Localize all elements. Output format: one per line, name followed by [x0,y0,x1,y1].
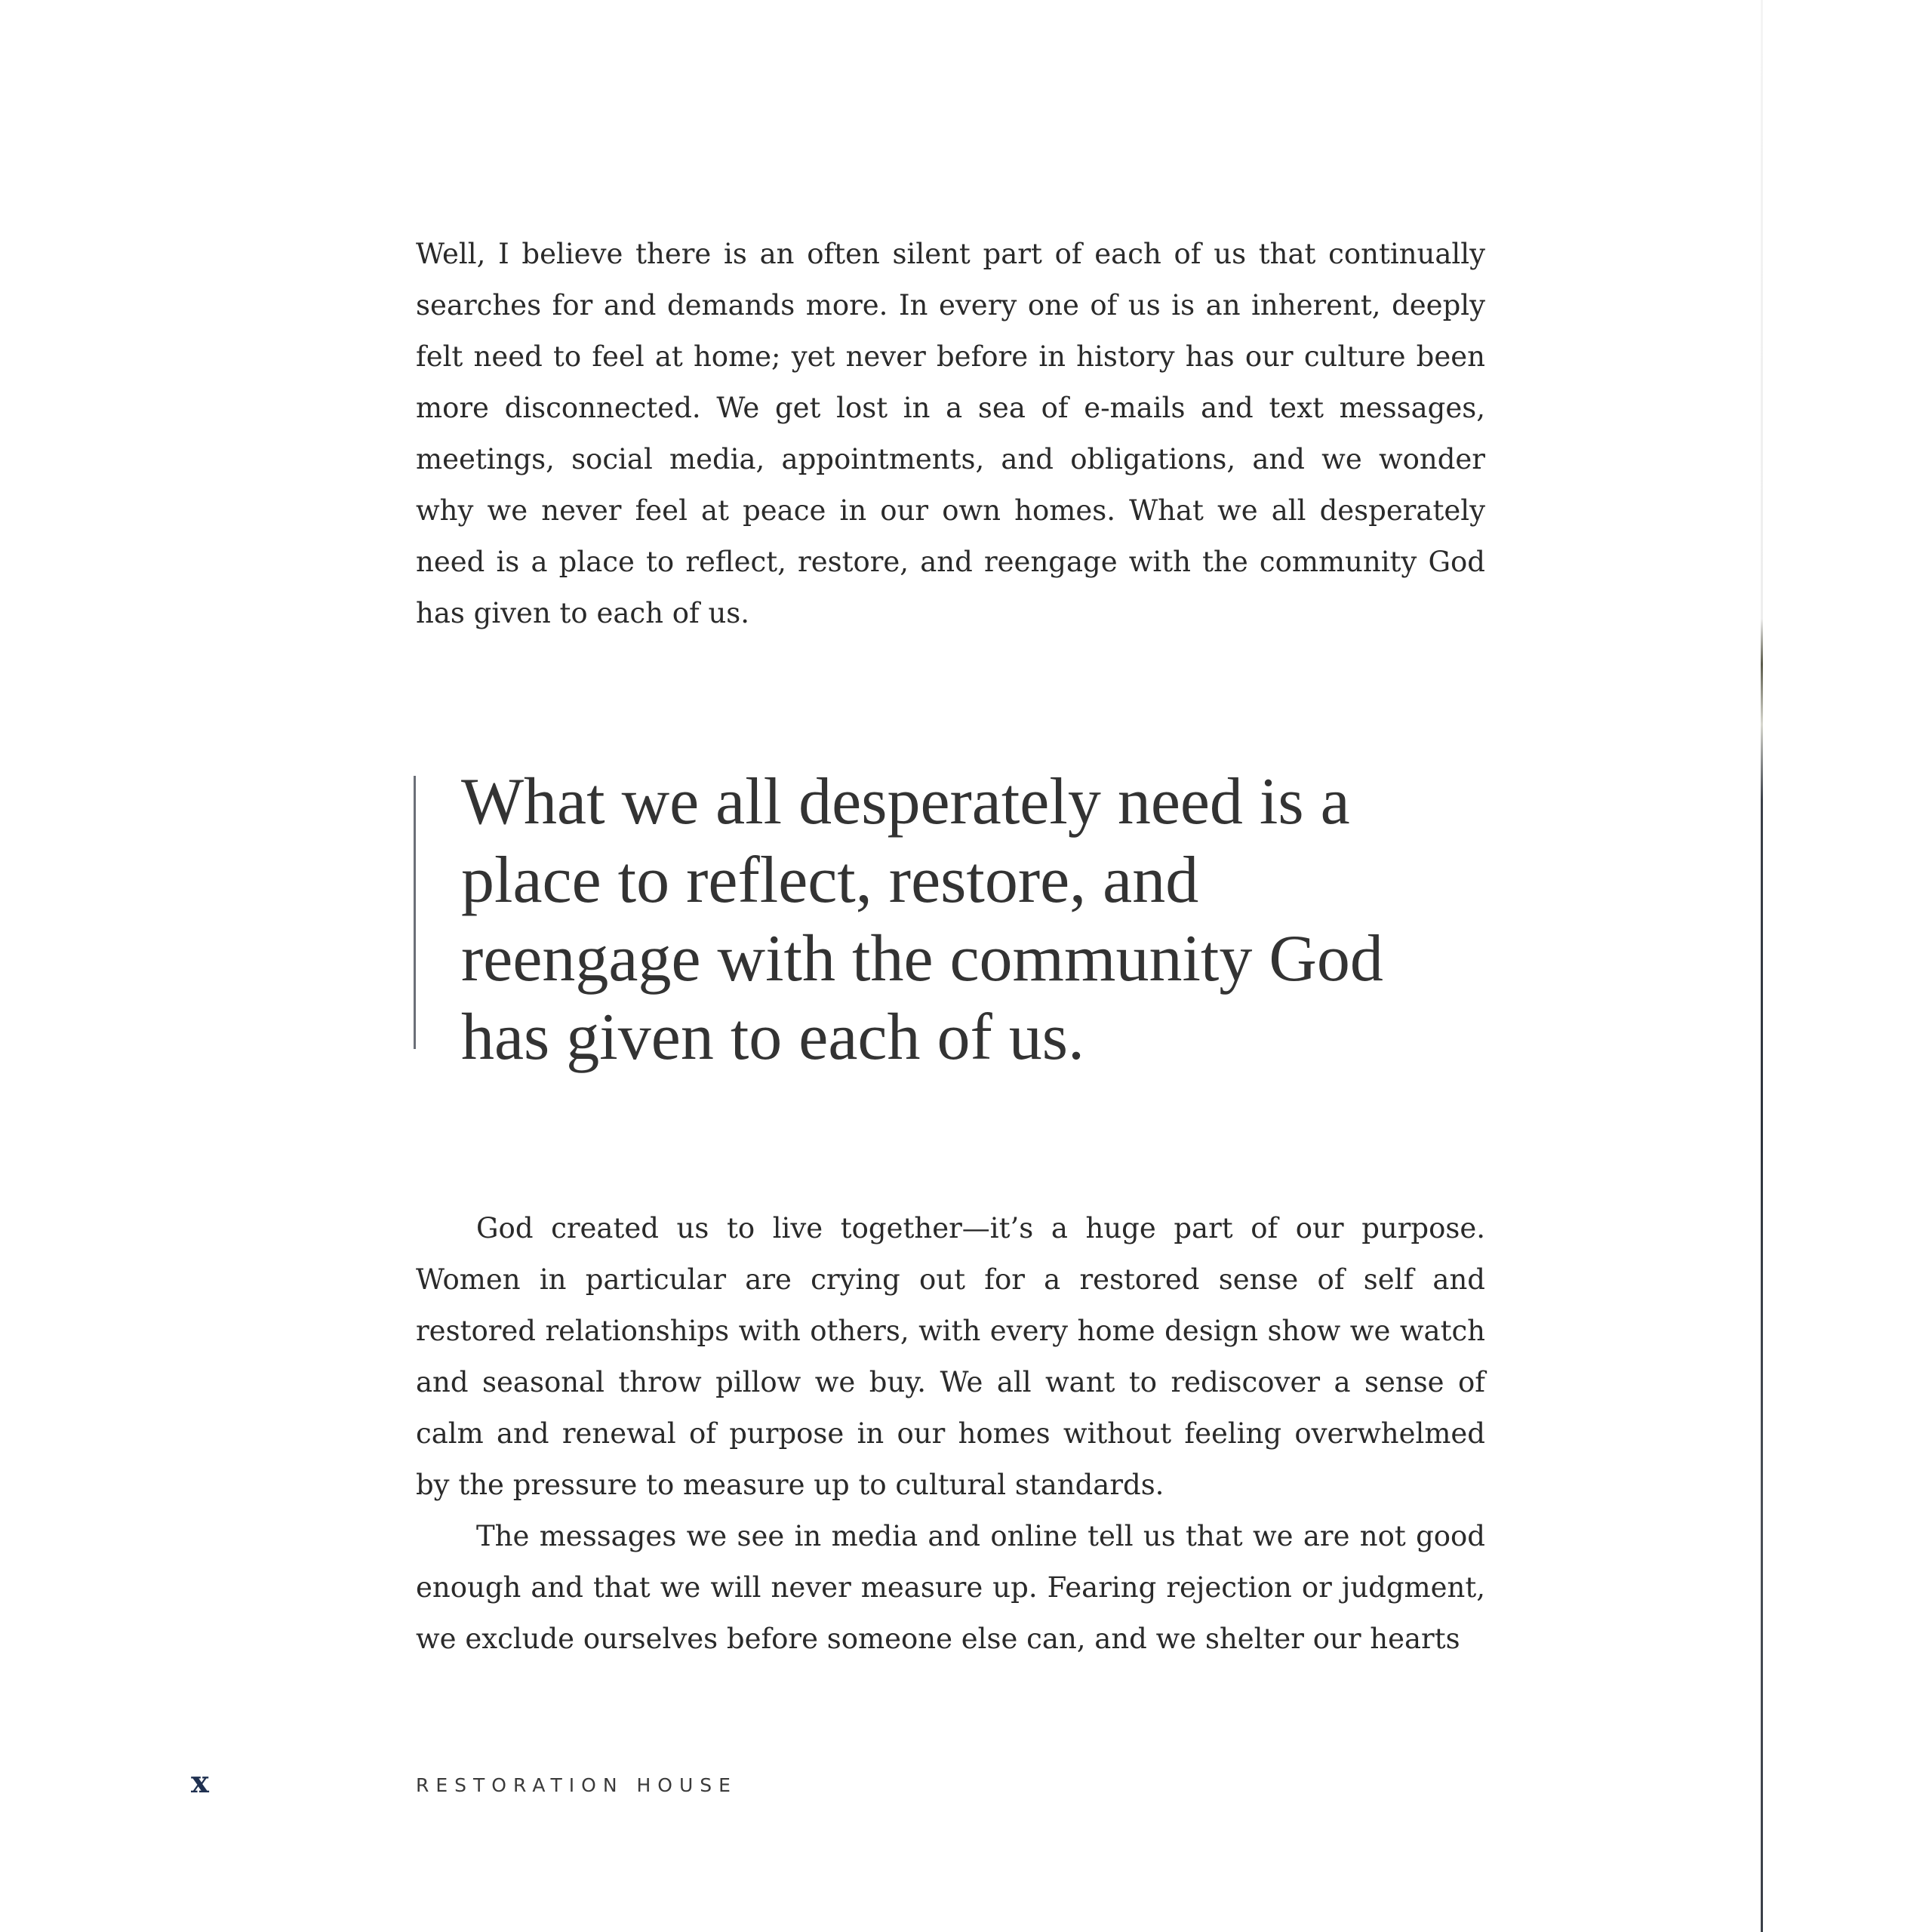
body-text-top [416,229,1485,639]
pull-quote-rule [414,776,416,1049]
pull-quote [414,765,1395,1074]
pull-quote-text: What we all desperately need is a place to reflect, restore, and reengage with the community God has given to each of us. [461,765,1383,1074]
body-text-bottom [416,1203,1485,1665]
adjacent-page-edge [1761,0,1932,1932]
running-head: RESTORATION HOUSE [416,1774,737,1796]
paragraph: Well, I believe there is an often silent part of each of us that continually searches for and demands more. In every one of us is an inherent, deeply felt need to feel at home; yet never before in history has our culture been more disconnected. We get lost in a sea of e-mails and text messages, meetings, social media, appointments, and obligations, and we wonder why we never feel at peace in our own homes. What we all desperately need is a place to reflect, restore, and reengage with the community God has given to each of us. [416,238,1485,629]
page-number: x [191,1764,209,1800]
paragraph: God created us to live together—it’s a huge part of our purpose. Women in particular are crying out for a restored sense of self and restored relationships with others, with every home design show we watch and seasonal throw pillow we buy. We all want to rediscover a sense of calm and renewal of purpose in our homes without feeling overwhelmed by the pressure to measure up to cultural standards. [416,1212,1485,1501]
page-fold-line [1761,0,1763,1932]
paragraph: The messages we see in media and online tell us that we are not good enough and that we will never measure up. Fearing rejection or judgment, we exclude ourselves before someone else can, and we shelter our hearts [416,1520,1485,1655]
